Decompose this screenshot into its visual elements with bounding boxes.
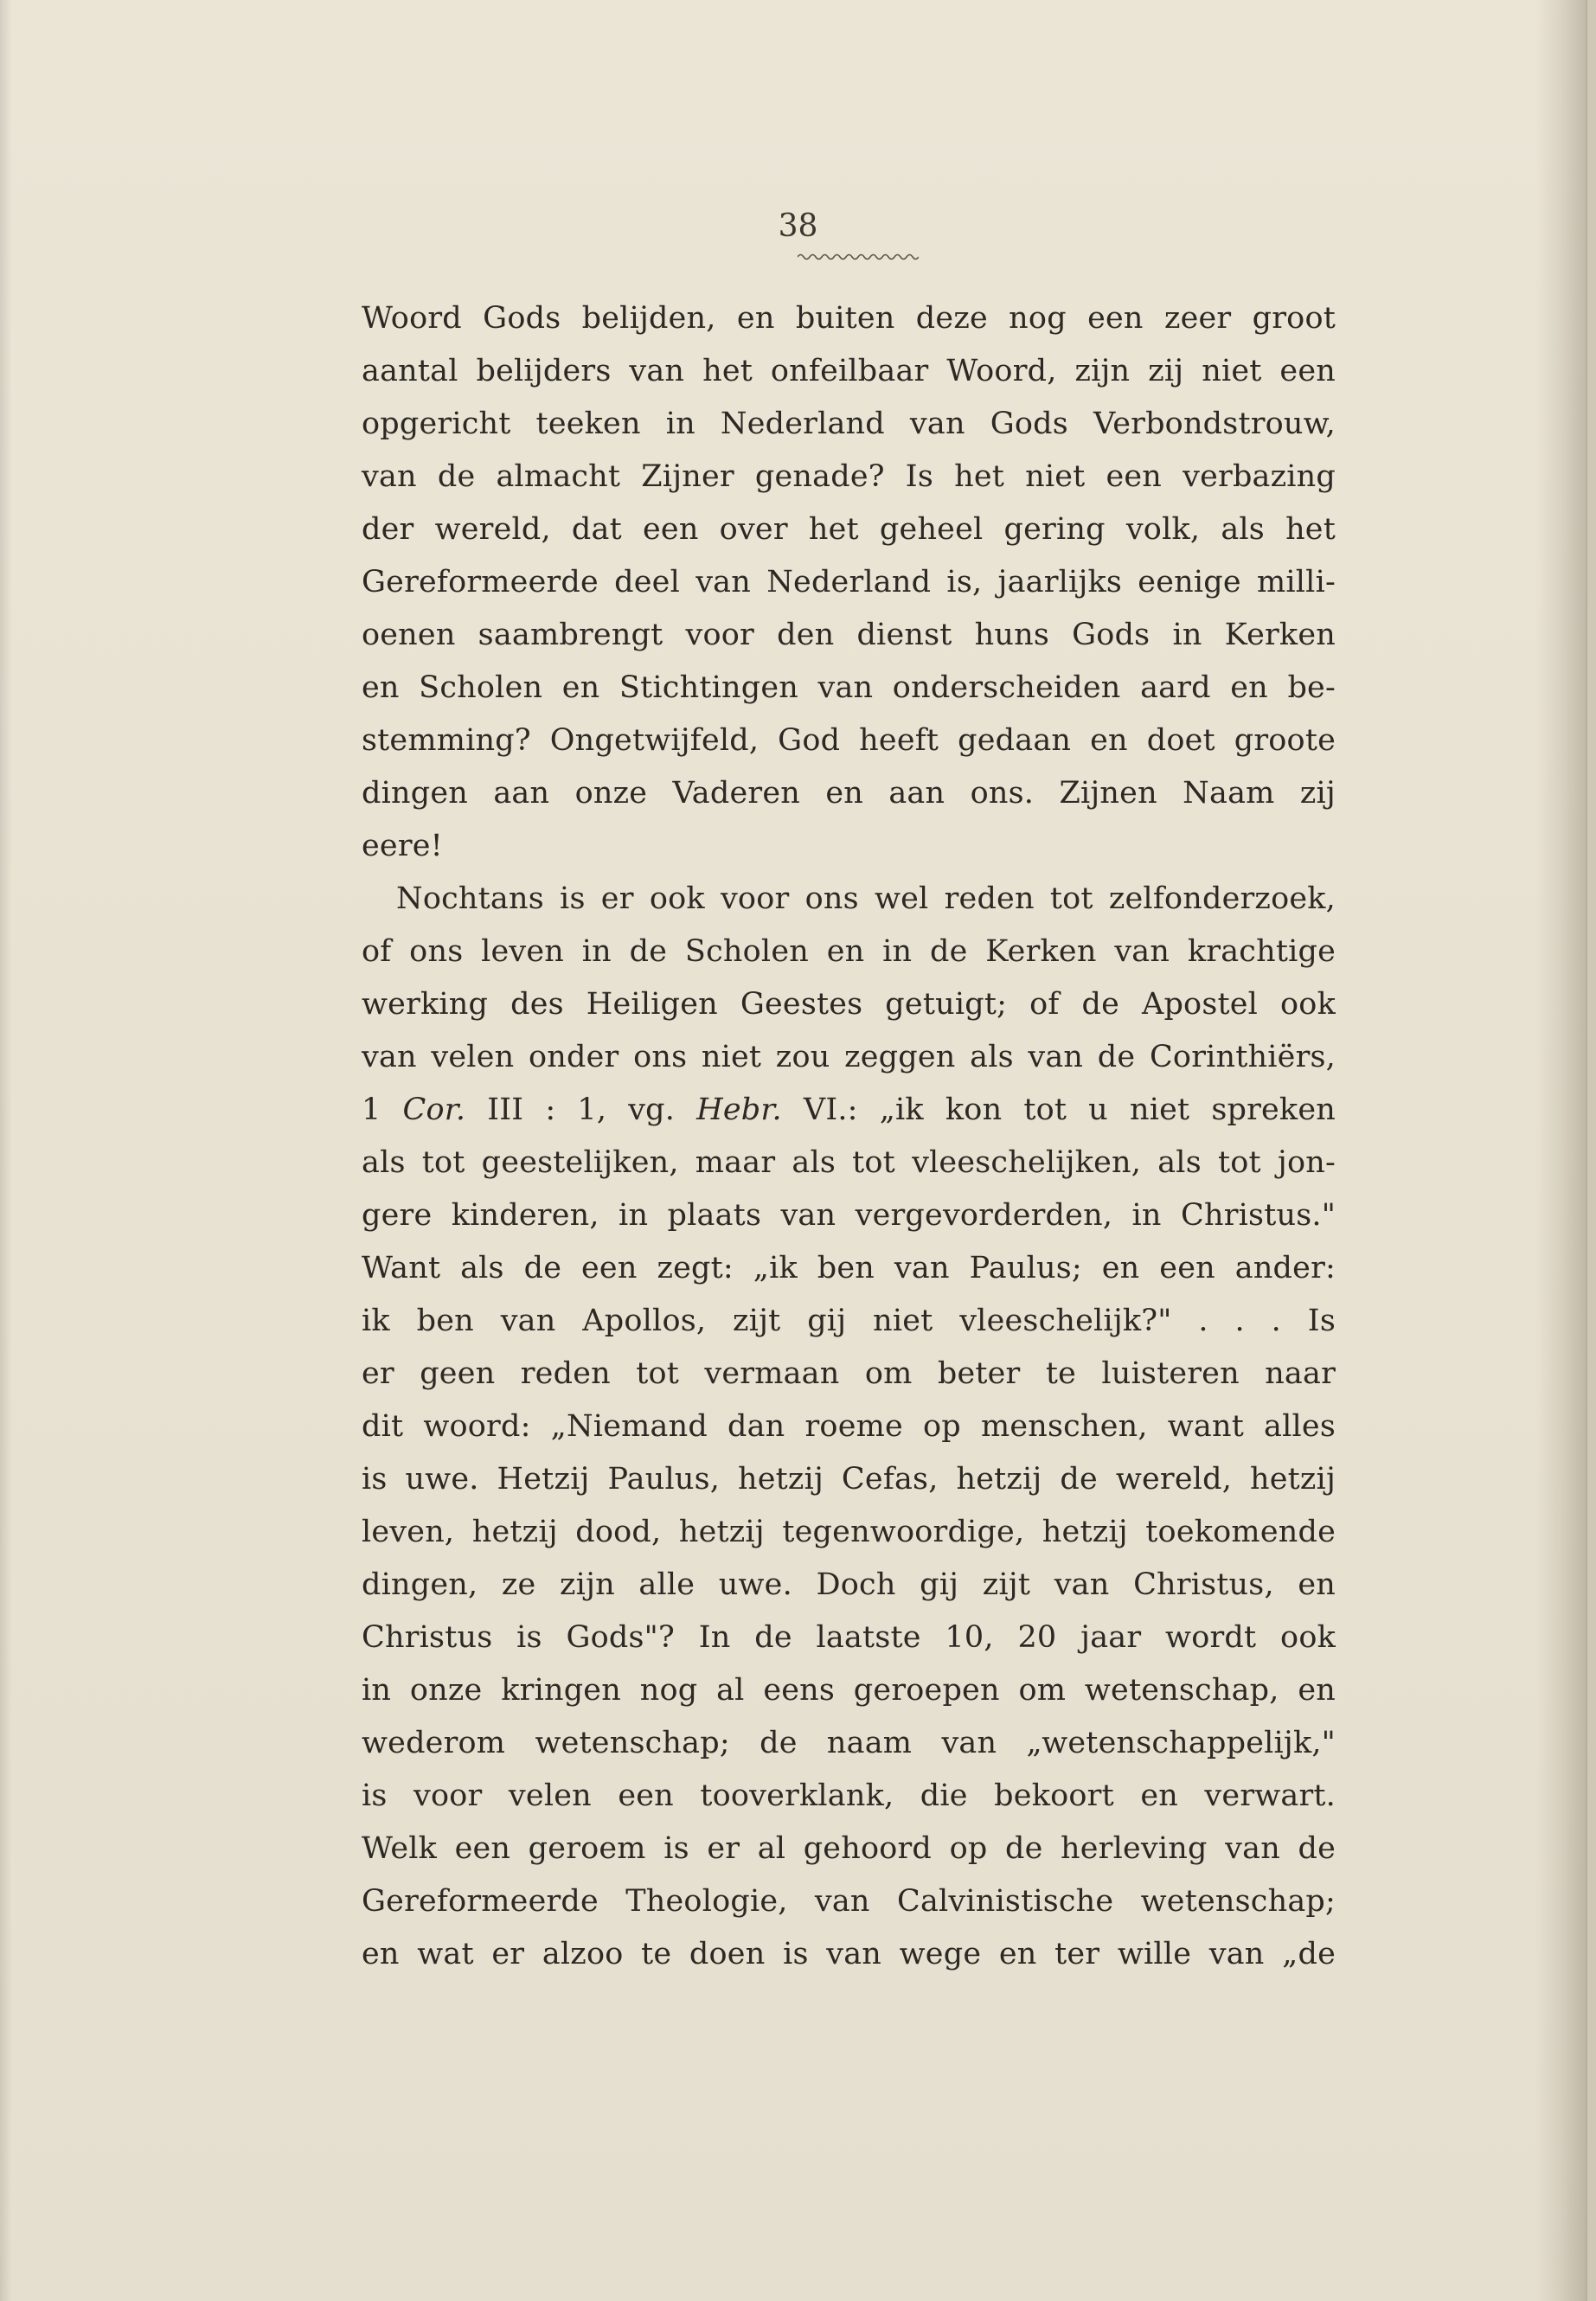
text-line: leven, hetzij dood, hetzij tegenwoordige, hetzij toekomende [362,1515,1336,1549]
text-line: en wat er alzoo te doen is van wege en ter wille van „de [362,1937,1336,1971]
text-line: of ons leven in de Scholen en in de Kerken van krachtige [362,934,1336,969]
text-line: van de almacht Zijner genade? Is het niet een verbazing [362,459,1336,494]
text-line: Gereformeerde deel van Nederland is, jaarlijks eenige milli- [362,565,1336,599]
text-line: gere kinderen, in plaats van vergevorderden, in Christus." [362,1198,1336,1233]
text-line: in onze kringen nog al eens geroepen om wetenschap, en [362,1673,1336,1708]
text-line: oenen saambrengt voor den dienst huns Gods in Kerken [362,618,1336,652]
text-line: is uwe. Hetzij Paulus, hetzij Cefas, hetzij de wereld, hetzij [362,1462,1336,1497]
text-line: dit woord: „Niemand dan roeme op menschen, want alles [362,1409,1336,1444]
text-line: dingen, ze zijn alle uwe. Doch gij zijt van Christus, en [362,1567,1336,1602]
text-line: der wereld, dat een over het geheel gering volk, als het [362,512,1336,547]
text-line: Woord Gods belijden, en buiten deze nog een zeer groot [362,301,1336,336]
text-line: stemming? Ongetwijfeld, God heeft gedaan en doet groote [362,723,1336,758]
text-line: dingen aan onze Vaderen en aan ons. Zijnen Naam zij [362,776,1336,811]
text-line: en Scholen en Stichtingen van onderscheiden aard en be- [362,670,1336,705]
text-line: Want als de een zegt: „ik ben van Paulus; en een ander: [362,1251,1336,1285]
text-line: Welk een geroem is er al gehoord op de herleving van de [362,1831,1336,1866]
text-line: ik ben van Apollos, zijt gij niet vleeschelijk?" . . . Is [362,1304,1336,1338]
text-line: als tot geestelijken, maar als tot vleeschelijken, als tot jon- [362,1145,1336,1180]
text-line: opgericht teeken in Nederland van Gods Verbondstrouw, [362,407,1336,441]
paragraph-start-line: Nochtans is er ook voor ons wel reden tot zelfonderzoek, [396,881,1336,916]
page-number: 38 [778,208,818,244]
page-edge [1586,0,1596,2301]
scripture-ref-italic: Hebr. [696,1093,782,1127]
text-line: is voor velen een tooverklank, die bekoort en verwart. [362,1779,1336,1813]
scripture-ref-italic: Cor. [402,1093,466,1127]
text-line: werking des Heiligen Geestes getuigt; of de Apostel ook [362,987,1336,1022]
wavy-rule-ornament [798,251,919,263]
text-line: Christus is Gods"? In de laatste 10, 20 jaar wordt ook [362,1620,1336,1655]
text-line: aantal belijders van het onfeilbaar Woord, zijn zij niet een [362,354,1336,388]
paragraph-end-line: eere! [362,829,443,863]
body-text [362,292,1336,1981]
text-line: van velen onder ons niet zou zeggen als van de Corinthiërs, [362,1040,1336,1074]
text-line: 1 Cor. III : 1, vg. Hebr. VI.: „ik kon tot u niet spreken [362,1093,1336,1127]
text-line: Gereformeerde Theologie, van Calvinistische wetenschap; [362,1884,1336,1919]
text-line: wederom wetenschap; de naam van „wetenschappelijk," [362,1726,1336,1760]
text-line: er geen reden tot vermaan om beter te luisteren naar [362,1356,1336,1391]
